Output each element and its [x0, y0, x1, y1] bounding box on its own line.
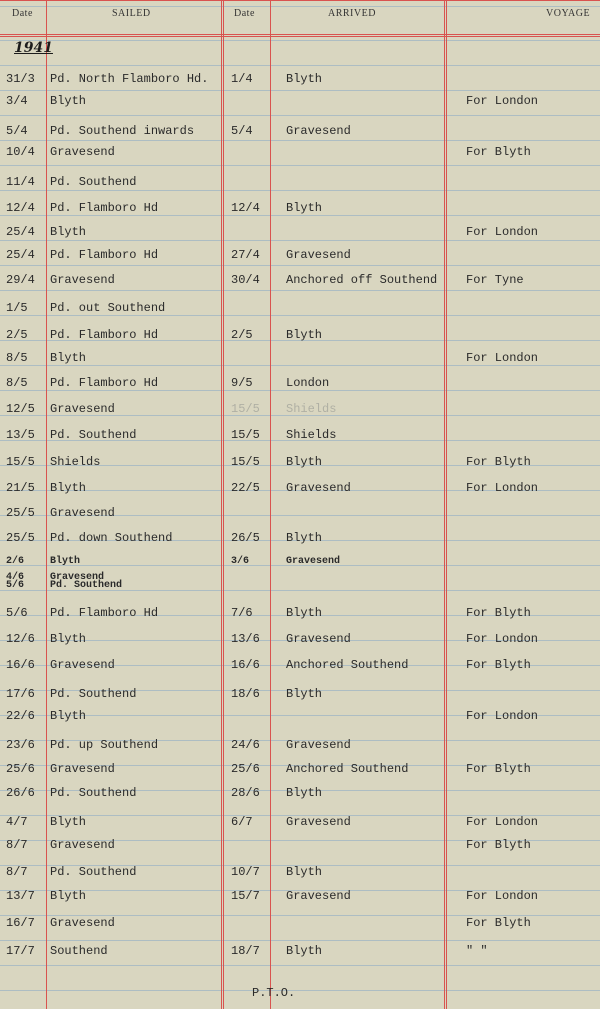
row-6-sailed: Blyth — [50, 225, 87, 239]
row-19-arrived: Gravesend — [286, 556, 341, 567]
row-31-sailed: Gravesend — [50, 838, 115, 852]
row-13-arrived: Shields — [286, 402, 337, 416]
row-24-sailed: Gravesend — [50, 658, 115, 672]
row-29-arrived: Blyth — [286, 786, 323, 800]
row-16-voyage: For London — [466, 481, 539, 495]
row-15-sd: 15/5 — [6, 455, 35, 469]
row-30-sd: 4/7 — [6, 815, 28, 829]
row-7-sd: 25/4 — [6, 248, 35, 262]
row-28-sd: 25/6 — [6, 762, 35, 776]
row-18-sailed: Pd. down Southend — [50, 531, 173, 545]
header-rule — [0, 34, 600, 35]
row-33-sailed: Blyth — [50, 889, 87, 903]
row-22-voyage: For Blyth — [466, 606, 531, 620]
row-16-ad: 22/5 — [231, 481, 260, 495]
row-34-sd: 16/7 — [6, 916, 35, 930]
row-22-ad: 7/6 — [231, 606, 253, 620]
row-2-sd: 5/4 — [6, 124, 28, 138]
row-26-sailed: Blyth — [50, 709, 87, 723]
row-23-ad: 13/6 — [231, 632, 260, 646]
row-12-arrived: London — [286, 376, 330, 390]
row-1-sailed: Blyth — [50, 94, 87, 108]
col-divider-2 — [221, 0, 222, 1009]
row-27-arrived: Gravesend — [286, 738, 351, 752]
row-29-sailed: Pd. Southend — [50, 786, 137, 800]
row-12-sailed: Pd. Flamboro Hd — [50, 376, 159, 390]
top-rule — [0, 0, 600, 1]
row-25-arrived: Blyth — [286, 687, 323, 701]
row-22-arrived: Blyth — [286, 606, 323, 620]
row-11-sd: 8/5 — [6, 351, 28, 365]
row-13-ad: 15/5 — [231, 402, 260, 416]
header-date-arrived: Date — [234, 8, 255, 19]
row-10-sailed: Pd. Flamboro Hd — [50, 328, 159, 342]
row-29-ad: 28/6 — [231, 786, 260, 800]
row-8-sailed: Gravesend — [50, 273, 115, 287]
row-14-sailed: Pd. Southend — [50, 428, 137, 442]
row-20-sailed: Gravesend — [50, 572, 105, 583]
col-divider-4 — [444, 0, 445, 1009]
row-10-sd: 2/5 — [6, 328, 28, 342]
row-7-arrived: Gravesend — [286, 248, 351, 262]
row-32-sd: 8/7 — [6, 865, 28, 879]
row-2-ad: 5/4 — [231, 124, 253, 138]
row-25-ad: 18/6 — [231, 687, 260, 701]
row-11-voyage: For London — [466, 351, 539, 365]
row-27-sailed: Pd. up Southend — [50, 738, 159, 752]
row-14-sd: 13/5 — [6, 428, 35, 442]
row-4-sailed: Pd. Southend — [50, 175, 137, 189]
row-7-ad: 27/4 — [231, 248, 260, 262]
row-0-sailed: Pd. North Flamboro Hd. — [50, 72, 209, 86]
row-27-ad: 24/6 — [231, 738, 260, 752]
row-12-sd: 8/5 — [6, 376, 28, 390]
row-8-voyage: For Tyne — [466, 273, 524, 287]
row-14-ad: 15/5 — [231, 428, 260, 442]
row-18-ad: 26/5 — [231, 531, 260, 545]
row-27-sd: 23/6 — [6, 738, 35, 752]
row-21-sd: 5/6 — [6, 580, 25, 591]
row-30-voyage: For London — [466, 815, 539, 829]
row-25-sd: 17/6 — [6, 687, 35, 701]
row-21-sailed: Pd. Southend — [50, 580, 123, 591]
row-14-arrived: Shields — [286, 428, 337, 442]
row-15-arrived: Blyth — [286, 455, 323, 469]
row-0-sd: 31/3 — [6, 72, 35, 86]
row-13-sd: 12/5 — [6, 402, 35, 416]
row-28-sailed: Gravesend — [50, 762, 115, 776]
row-30-sailed: Blyth — [50, 815, 87, 829]
row-16-sd: 21/5 — [6, 481, 35, 495]
row-22-sailed: Pd. Flamboro Hd — [50, 606, 159, 620]
row-24-arrived: Anchored Southend — [286, 658, 409, 672]
row-24-sd: 16/6 — [6, 658, 35, 672]
row-2-arrived: Gravesend — [286, 124, 351, 138]
row-35-voyage: " " — [466, 944, 488, 958]
row-15-sailed: Shields — [50, 455, 101, 469]
row-31-sd: 8/7 — [6, 838, 28, 852]
header-rule-double — [0, 36, 600, 37]
row-26-voyage: For London — [466, 709, 539, 723]
row-8-arrived: Anchored off Southend — [286, 273, 438, 287]
row-15-ad: 15/5 — [231, 455, 260, 469]
header-arrived: ARRIVED — [328, 8, 376, 19]
row-23-sailed: Blyth — [50, 632, 87, 646]
header-sailed: SAILED — [112, 8, 151, 19]
row-34-sailed: Gravesend — [50, 916, 115, 930]
row-11-sailed: Blyth — [50, 351, 87, 365]
row-28-ad: 25/6 — [231, 762, 260, 776]
row-23-voyage: For London — [466, 632, 539, 646]
row-24-ad: 16/6 — [231, 658, 260, 672]
col-divider-2b — [223, 0, 224, 1009]
row-7-sailed: Pd. Flamboro Hd — [50, 248, 159, 262]
row-33-voyage: For London — [466, 889, 539, 903]
row-18-sd: 25/5 — [6, 531, 35, 545]
year-label: 1941 — [14, 40, 53, 56]
row-30-arrived: Gravesend — [286, 815, 351, 829]
row-3-voyage: For Blyth — [466, 145, 531, 159]
row-3-sd: 10/4 — [6, 145, 35, 159]
row-30-ad: 6/7 — [231, 815, 253, 829]
row-32-arrived: Blyth — [286, 865, 323, 879]
row-5-ad: 12/4 — [231, 201, 260, 215]
row-17-sd: 25/5 — [6, 506, 35, 520]
row-35-sd: 17/7 — [6, 944, 35, 958]
row-25-sailed: Pd. Southend — [50, 687, 137, 701]
row-28-arrived: Anchored Southend — [286, 762, 409, 776]
row-22-sd: 5/6 — [6, 606, 28, 620]
pto-footer: P.T.O. — [252, 986, 296, 1000]
row-0-arrived: Blyth — [286, 72, 323, 86]
row-23-arrived: Gravesend — [286, 632, 351, 646]
row-24-voyage: For Blyth — [466, 658, 531, 672]
row-31-voyage: For Blyth — [466, 838, 531, 852]
row-3-sailed: Gravesend — [50, 145, 115, 159]
row-33-ad: 15/7 — [231, 889, 260, 903]
row-32-sailed: Pd. Southend — [50, 865, 137, 879]
row-19-sailed: Blyth — [50, 556, 81, 567]
row-33-sd: 13/7 — [6, 889, 35, 903]
col-divider-1 — [46, 0, 47, 1009]
col-divider-4b — [446, 0, 447, 1009]
row-33-arrived: Gravesend — [286, 889, 351, 903]
row-1-voyage: For London — [466, 94, 539, 108]
row-18-arrived: Blyth — [286, 531, 323, 545]
col-divider-3 — [270, 0, 271, 1009]
row-28-voyage: For Blyth — [466, 762, 531, 776]
row-13-sailed: Gravesend — [50, 402, 115, 416]
row-5-sailed: Pd. Flamboro Hd — [50, 201, 159, 215]
row-35-arrived: Blyth — [286, 944, 323, 958]
row-19-ad: 3/6 — [231, 556, 250, 567]
row-1-sd: 3/4 — [6, 94, 28, 108]
row-10-ad: 2/5 — [231, 328, 253, 342]
row-5-sd: 12/4 — [6, 201, 35, 215]
row-6-voyage: For London — [466, 225, 539, 239]
row-2-sailed: Pd. Southend inwards — [50, 124, 195, 138]
row-26-sd: 22/6 — [6, 709, 35, 723]
row-9-sailed: Pd. out Southend — [50, 301, 166, 315]
row-23-sd: 12/6 — [6, 632, 35, 646]
row-34-voyage: For Blyth — [466, 916, 531, 930]
row-8-ad: 30/4 — [231, 273, 260, 287]
row-35-sailed: Southend — [50, 944, 108, 958]
row-9-sd: 1/5 — [6, 301, 28, 315]
row-12-ad: 9/5 — [231, 376, 253, 390]
row-16-sailed: Blyth — [50, 481, 87, 495]
row-0-ad: 1/4 — [231, 72, 253, 86]
row-4-sd: 11/4 — [6, 175, 35, 189]
row-29-sd: 26/6 — [6, 786, 35, 800]
row-20-sd: 4/6 — [6, 572, 25, 583]
row-10-arrived: Blyth — [286, 328, 323, 342]
header-voyage: VOYAGE — [546, 8, 591, 19]
row-6-sd: 25/4 — [6, 225, 35, 239]
row-32-ad: 10/7 — [231, 865, 260, 879]
row-16-arrived: Gravesend — [286, 481, 351, 495]
header-date-sailed: Date — [12, 8, 33, 19]
row-35-ad: 18/7 — [231, 944, 260, 958]
row-15-voyage: For Blyth — [466, 455, 531, 469]
row-5-arrived: Blyth — [286, 201, 323, 215]
row-8-sd: 29/4 — [6, 273, 35, 287]
row-17-sailed: Gravesend — [50, 506, 115, 520]
row-19-sd: 2/6 — [6, 556, 25, 567]
